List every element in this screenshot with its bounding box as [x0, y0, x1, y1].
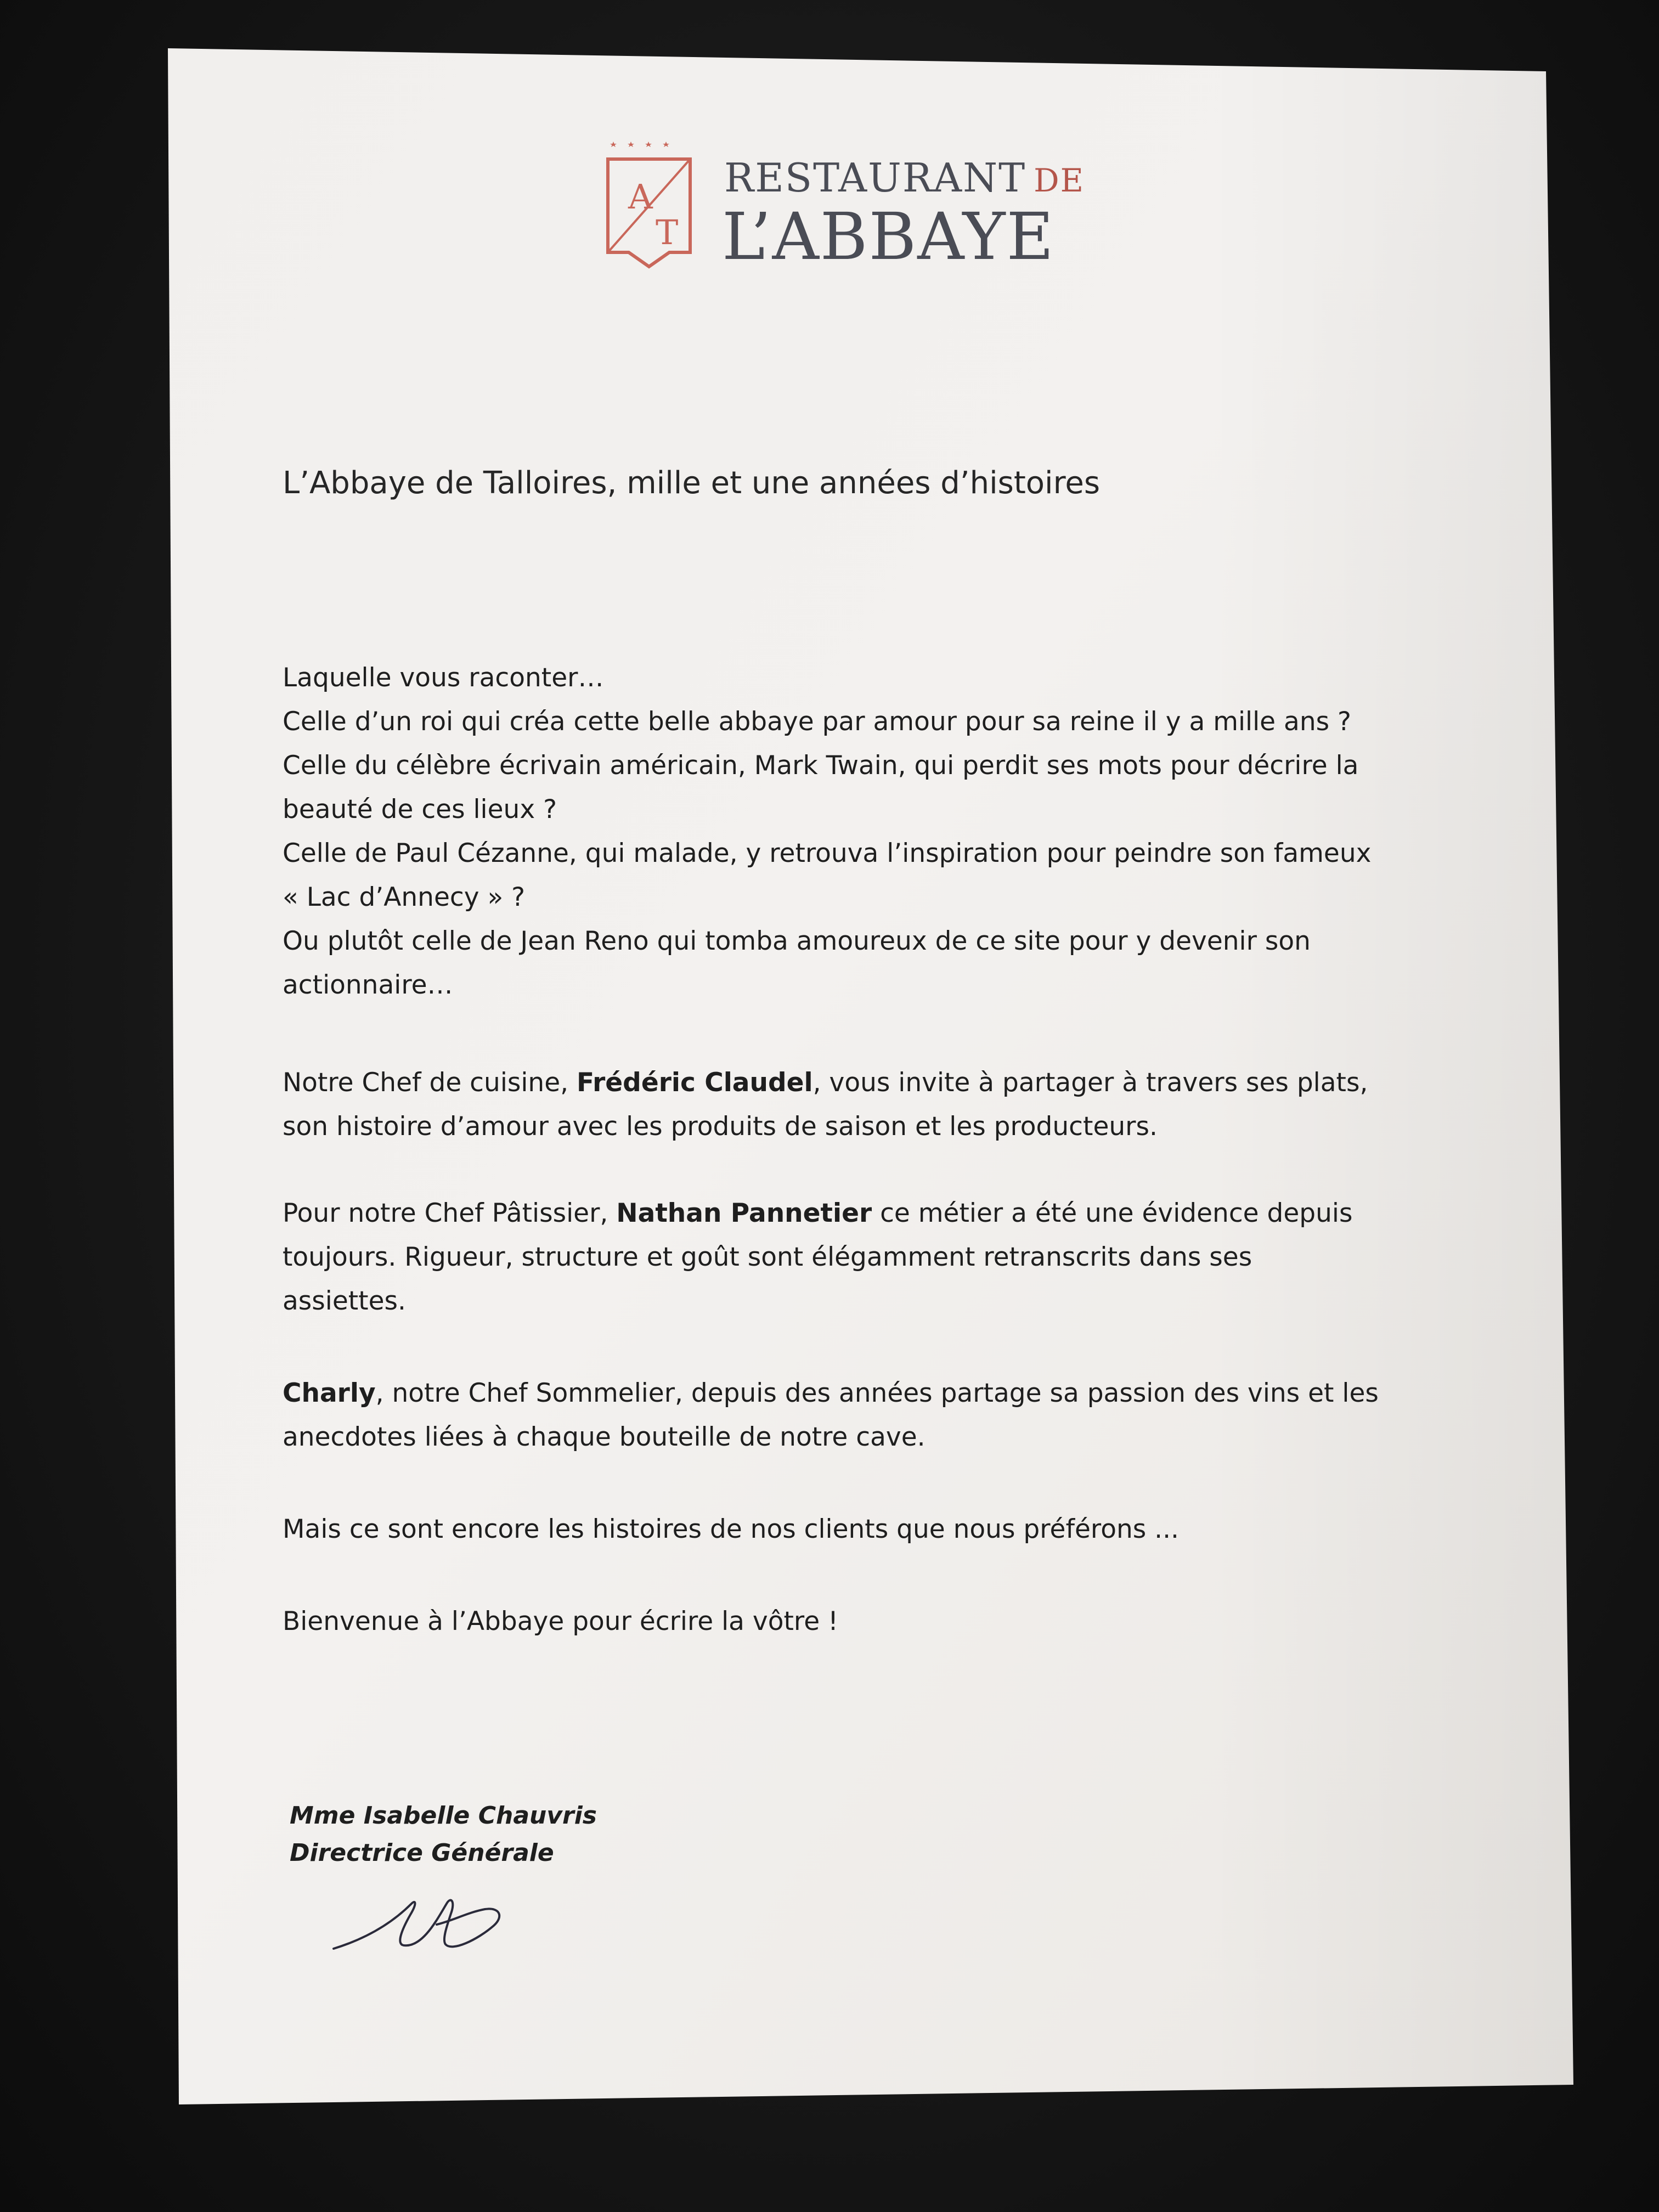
intro-line: Celle de Paul Cézanne, qui malade, y retrouva l’inspiration pour peindre son fameux — [283, 838, 1372, 868]
pastry-chef-name: Nathan Pannetier — [616, 1198, 872, 1228]
pastry-line: Pour notre Chef Pâtissier, Nathan Pannetier ce métier a été une évidence depuis — [283, 1198, 1353, 1228]
pastry-line: toujours. Rigueur, structure et goût sont élégamment retranscrits dans ses — [283, 1242, 1252, 1272]
logo-restaurant-text: RESTAURANT DE — [724, 155, 1085, 201]
intro-line: Laquelle vous raconter… — [283, 663, 604, 693]
chef-line: son histoire d’amour avec les produits de saison et les producteurs. — [283, 1111, 1158, 1142]
chef-line: Notre Chef de cuisine, Frédéric Claudel, vous invite à partager à travers ses plats, — [283, 1068, 1368, 1098]
abbey-emblem-icon — [603, 137, 697, 269]
intro-line: beauté de ces lieux ? — [283, 794, 557, 825]
intro-line: actionnaire… — [283, 970, 453, 1000]
signatory-name: Mme Isabelle Chauvris — [290, 1802, 597, 1830]
sommelier-name: Charly — [283, 1378, 376, 1408]
intro-paragraph — [283, 656, 1468, 1007]
logo-abbaye-text: L’ABBAYE — [722, 199, 1055, 274]
sommelier-line: anecdotes liées à chaque bouteille de notre cave. — [283, 1422, 926, 1452]
welcome-line: Bienvenue à l’Abbaye pour écrire la vôtre ! — [283, 1606, 838, 1637]
pastry-line: assiettes. — [283, 1286, 406, 1316]
pastry-paragraph — [283, 1192, 1468, 1323]
intro-line: Celle d’un roi qui créa cette belle abbaye par amour pour sa reine il y a mille ans ? — [283, 707, 1351, 737]
svg-text:T: T — [656, 212, 679, 252]
signatory-block — [290, 1797, 597, 1872]
chef-name: Frédéric Claudel — [577, 1068, 813, 1098]
letter-title: L’Abbaye de Talloires, mille et une années d’histoires — [283, 465, 1101, 501]
sommelier-paragraph — [283, 1372, 1468, 1459]
intro-line: Celle du célèbre écrivain américain, Mark Twain, qui perdit ses mots pour décrire la — [283, 751, 1359, 781]
sommelier-line: Charly, notre Chef Sommelier, depuis des années partage sa passion des vins et les — [283, 1378, 1379, 1408]
restaurant-logo — [603, 137, 1085, 274]
closing-line: Mais ce sont encore les histoires de nos clients que nous préférons ... — [283, 1514, 1179, 1544]
welcome-paragraph — [283, 1600, 1468, 1644]
svg-text:A: A — [628, 177, 653, 217]
intro-line: « Lac d’Annecy » ? — [283, 882, 526, 912]
intro-line: Ou plutôt celle de Jean Reno qui tomba amoureux de ce site pour y devenir son — [283, 926, 1311, 956]
handwritten-signature — [329, 1887, 505, 1964]
chef-paragraph — [283, 1061, 1468, 1149]
logo-de-text: DE — [1034, 162, 1085, 199]
closing-paragraph — [283, 1508, 1468, 1551]
signatory-role: Directrice Générale — [290, 1839, 554, 1867]
